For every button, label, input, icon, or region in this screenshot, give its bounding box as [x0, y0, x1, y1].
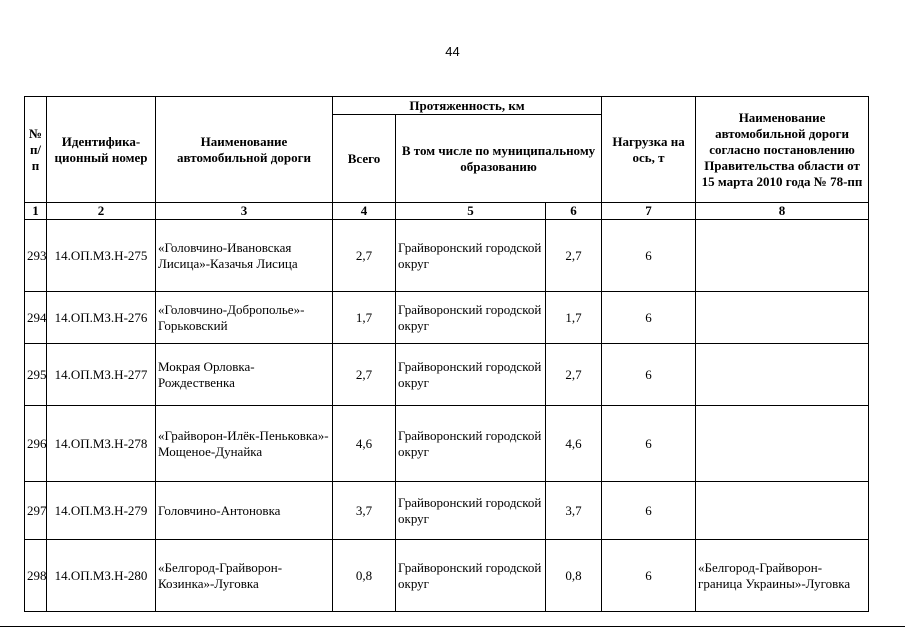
- row-resolution-name: [696, 482, 869, 540]
- row-resolution-name: [696, 220, 869, 292]
- row-mun-length: 4,6: [546, 406, 602, 482]
- column-number: 7: [602, 203, 696, 220]
- row-id: 14.ОП.МЗ.Н-275: [47, 220, 156, 292]
- header-load: Нагрузка на ось, т: [602, 97, 696, 203]
- row-total: 0,8: [333, 540, 396, 612]
- row-total: 2,7: [333, 344, 396, 406]
- row-road-name: «Белгород-Грайворон-Козинка»-Луговка: [156, 540, 333, 612]
- row-municipality: Грайворонский городской округ: [396, 540, 546, 612]
- row-total: 3,7: [333, 482, 396, 540]
- row-road-name: «Грайворон-Илёк-Пеньковка»-Мощеное-Дунайка: [156, 406, 333, 482]
- row-resolution-name: «Белгород-Грайворон-граница Украины»-Луговка: [696, 540, 869, 612]
- row-load: 6: [602, 220, 696, 292]
- column-number: 5: [396, 203, 546, 220]
- row-total: 4,6: [333, 406, 396, 482]
- table-row: [25, 406, 869, 482]
- header-ident: Идентифика-ционный номер: [47, 97, 156, 203]
- header-municipal: В том числе по муниципальному образованию: [396, 115, 602, 203]
- roads-table: [24, 96, 869, 612]
- bottom-divider: [0, 626, 905, 627]
- row-municipality: Грайворонский городской округ: [396, 220, 546, 292]
- header-num: № п/п: [25, 97, 47, 203]
- table-row: [25, 482, 869, 540]
- row-id: 14.ОП.МЗ.Н-278: [47, 406, 156, 482]
- row-total: 2,7: [333, 220, 396, 292]
- row-load: 6: [602, 292, 696, 344]
- row-municipality: Грайворонский городской округ: [396, 406, 546, 482]
- header-resolution-name: Наименование автомобильной дороги согласно постановлению Правительства области от 15 марта 2010 года № 78-пп: [696, 97, 869, 203]
- row-id: 14.ОП.МЗ.Н-276: [47, 292, 156, 344]
- row-num: 295: [25, 344, 47, 406]
- row-mun-length: 2,7: [546, 344, 602, 406]
- column-number: 3: [156, 203, 333, 220]
- row-resolution-name: [696, 406, 869, 482]
- column-number: 8: [696, 203, 869, 220]
- row-municipality: Грайворонский городской округ: [396, 482, 546, 540]
- column-number-row: [25, 203, 869, 220]
- table-row: [25, 344, 869, 406]
- column-number: 4: [333, 203, 396, 220]
- row-municipality: Грайворонский городской округ: [396, 292, 546, 344]
- row-id: 14.ОП.МЗ.Н-277: [47, 344, 156, 406]
- row-num: 294: [25, 292, 47, 344]
- column-number: 6: [546, 203, 602, 220]
- row-resolution-name: [696, 344, 869, 406]
- row-num: 296: [25, 406, 47, 482]
- row-municipality: Грайворонский городской округ: [396, 344, 546, 406]
- header-name: Наименование автомобильной дороги: [156, 97, 333, 203]
- row-num: 293: [25, 220, 47, 292]
- row-load: 6: [602, 406, 696, 482]
- row-load: 6: [602, 482, 696, 540]
- row-resolution-name: [696, 292, 869, 344]
- row-num: 298: [25, 540, 47, 612]
- column-number: 2: [47, 203, 156, 220]
- header-total: Всего: [333, 115, 396, 203]
- page-number: 44: [445, 44, 460, 59]
- row-mun-length: 0,8: [546, 540, 602, 612]
- row-road-name: «Головчино-Доброполье»-Горьковский: [156, 292, 333, 344]
- row-num: 297: [25, 482, 47, 540]
- table-row: [25, 540, 869, 612]
- row-id: 14.ОП.МЗ.Н-279: [47, 482, 156, 540]
- header-length: Протяженность, км: [333, 97, 602, 115]
- row-road-name: Мокрая Орловка-Рождественка: [156, 344, 333, 406]
- table-row: [25, 292, 869, 344]
- row-load: 6: [602, 344, 696, 406]
- row-total: 1,7: [333, 292, 396, 344]
- row-mun-length: 1,7: [546, 292, 602, 344]
- row-id: 14.ОП.МЗ.Н-280: [47, 540, 156, 612]
- row-road-name: Головчино-Антоновка: [156, 482, 333, 540]
- table-row: [25, 220, 869, 292]
- row-road-name: «Головчино-Ивановская Лисица»-Казачья Лисица: [156, 220, 333, 292]
- row-load: 6: [602, 540, 696, 612]
- row-mun-length: 3,7: [546, 482, 602, 540]
- row-mun-length: 2,7: [546, 220, 602, 292]
- column-number: 1: [25, 203, 47, 220]
